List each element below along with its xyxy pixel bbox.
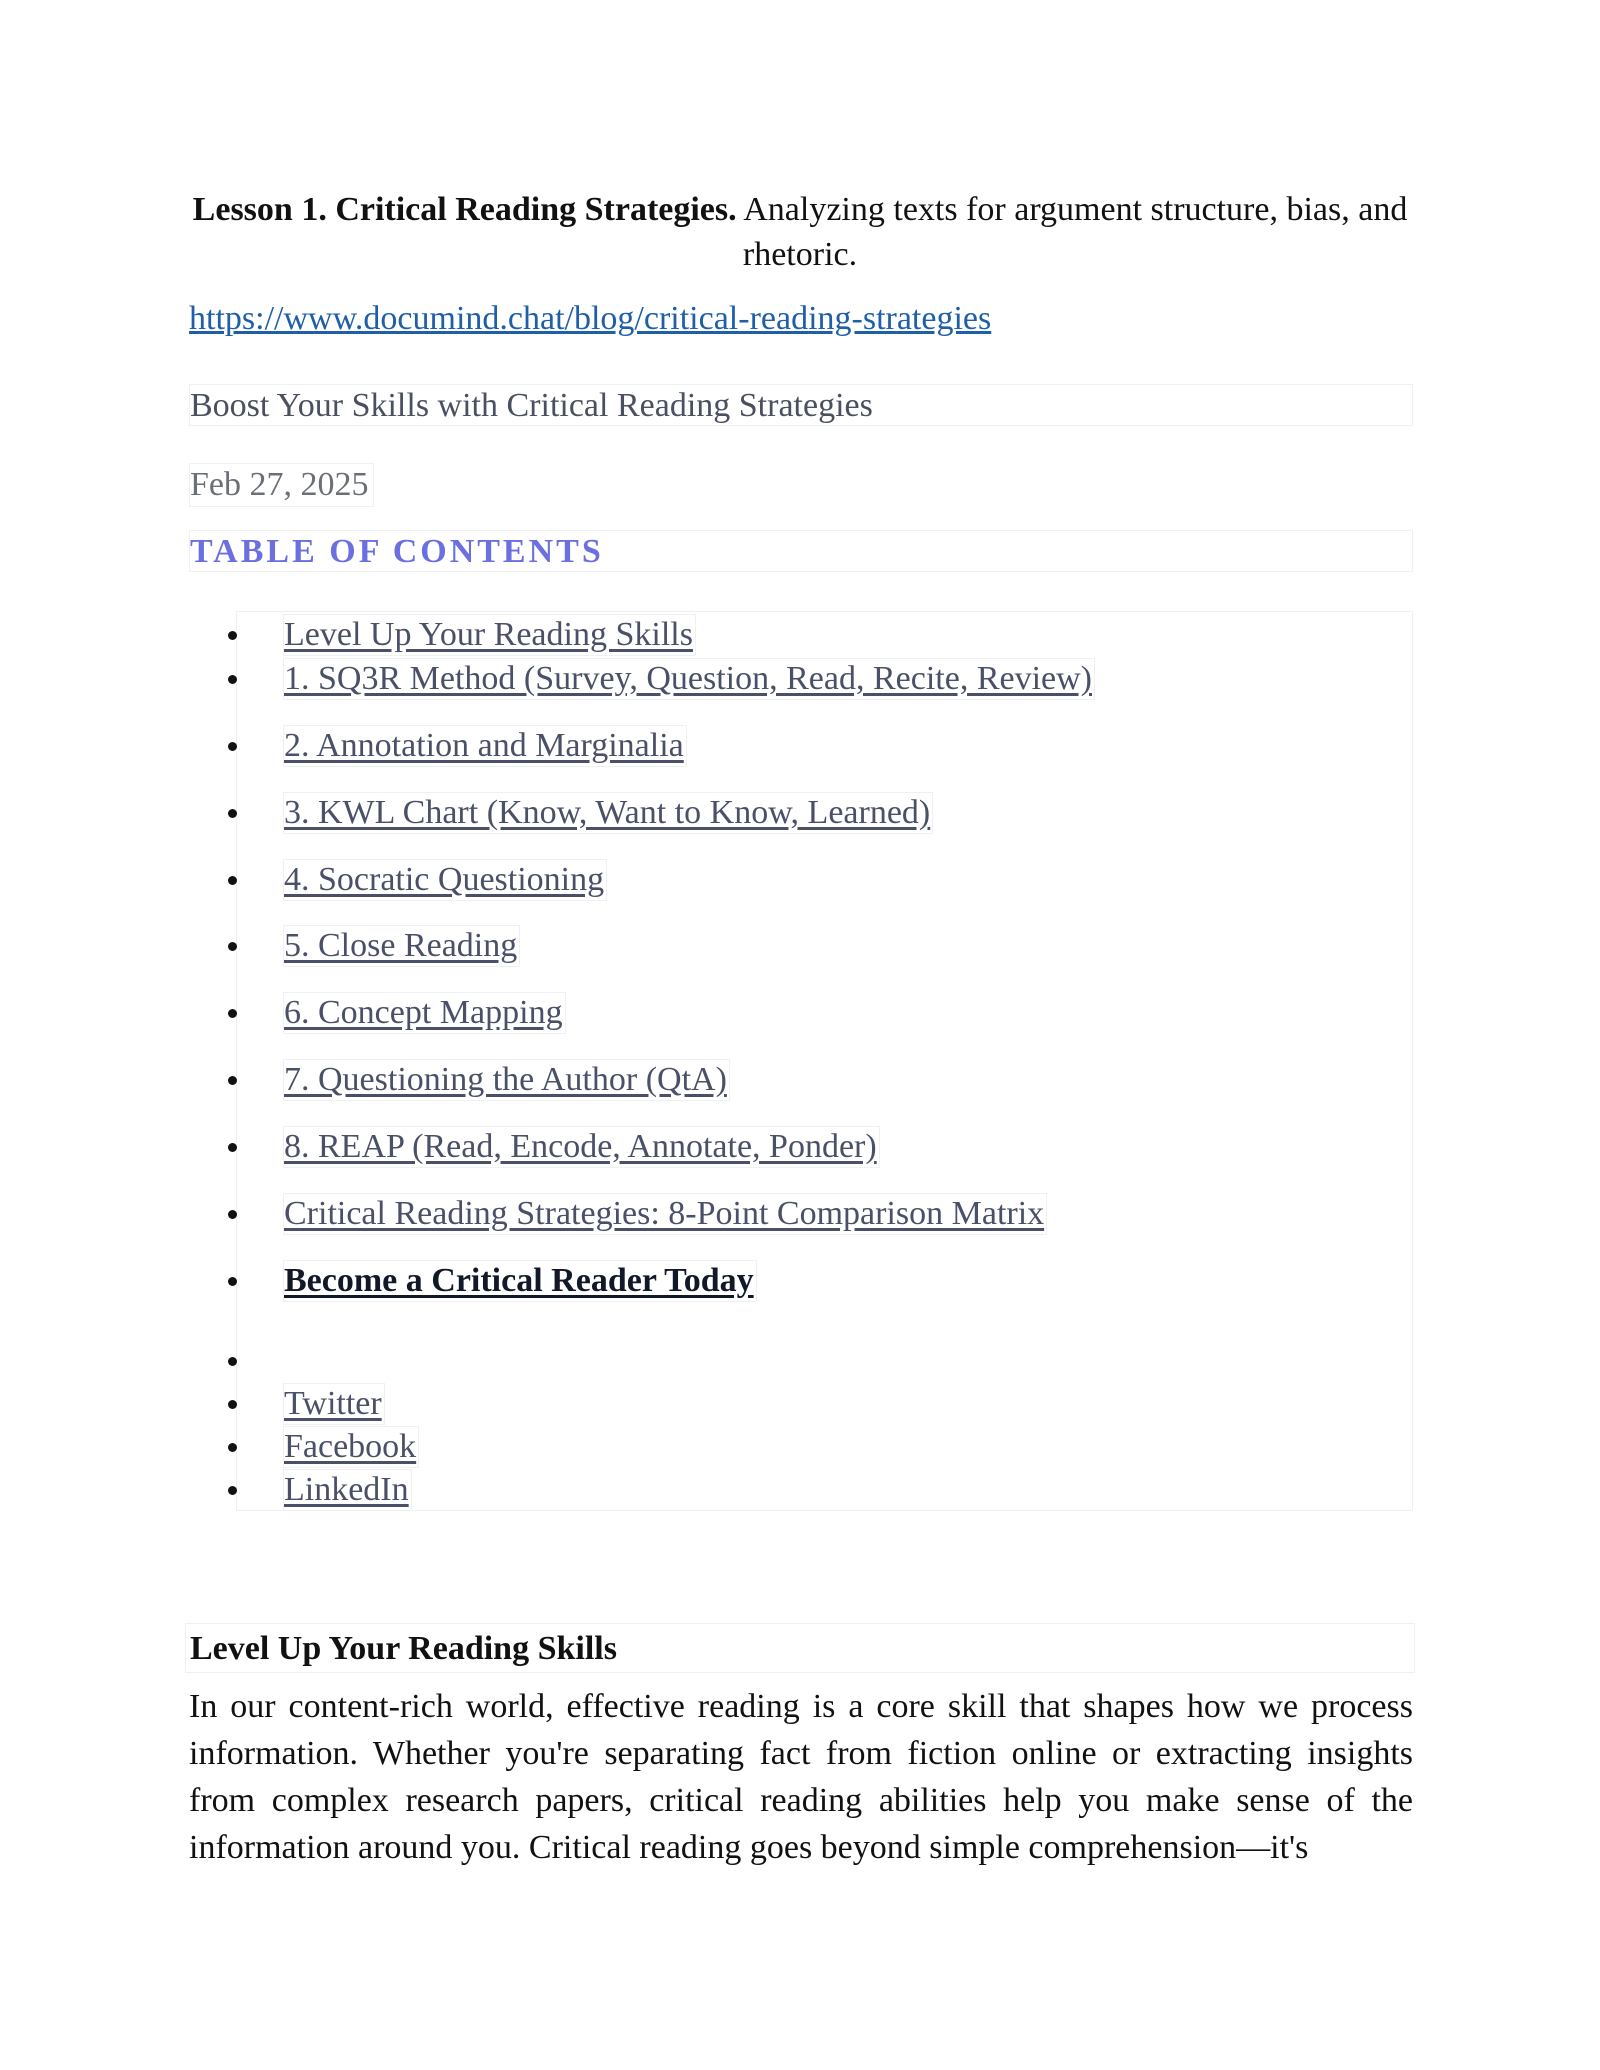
source-url-link[interactable]: https://www.documind.chat/blog/critical-reading-strategies	[189, 300, 992, 337]
section-heading: Level Up Your Reading Skills	[185, 1623, 1415, 1673]
toc-link-concept-mapping[interactable]: 6. Concept Mapping	[283, 992, 566, 1034]
bullet-icon	[228, 631, 237, 640]
share-facebook-link[interactable]: Facebook	[283, 1426, 419, 1468]
toc-link-socratic[interactable]: 4. Socratic Questioning	[283, 859, 607, 901]
toc-link-reap[interactable]: 8. REAP (Read, Encode, Annotate, Ponder)	[283, 1126, 880, 1168]
section-paragraph: In our content-rich world, effective reading is a core skill that shapes how we process information. Whether you're separating fact from fiction online or extracting insights from complex research papers, critical reading abilities help you make sense of the information around you. Critical reading goes beyond simple comprehension—it's	[189, 1688, 1413, 1866]
bullet-icon	[228, 1009, 237, 1018]
bullet-icon	[228, 1443, 237, 1452]
bullet-icon	[228, 742, 237, 751]
share-linkedin-link[interactable]: LinkedIn	[283, 1469, 412, 1511]
lesson-title-bold: Lesson 1. Critical Reading Strategies.	[192, 191, 737, 228]
article-subtitle: Boost Your Skills with Critical Reading Strategies	[189, 384, 1413, 426]
toc-link-kwl[interactable]: 3. KWL Chart (Know, Want to Know, Learned)	[283, 792, 933, 834]
toc-link-sq3r[interactable]: 1. SQ3R Method (Survey, Question, Read, Recite, Review)	[283, 658, 1095, 700]
bullet-icon	[228, 809, 237, 818]
toc-link-level-up[interactable]: Level Up Your Reading Skills	[283, 614, 696, 656]
bullet-icon	[228, 1486, 237, 1495]
lesson-title-description: Analyzing texts for argument structure, bias, and rhetoric.	[736, 191, 1408, 273]
toc-link-annotation[interactable]: 2. Annotation and Marginalia	[283, 725, 687, 767]
toc-link-close-reading[interactable]: 5. Close Reading	[283, 925, 520, 967]
article-date: Feb 27, 2025	[189, 463, 374, 507]
bullet-icon	[228, 876, 237, 885]
bullet-icon	[228, 1357, 237, 1366]
lesson-title	[190, 187, 1410, 277]
bullet-icon	[228, 675, 237, 684]
bullet-icon	[228, 942, 237, 951]
bullet-icon	[228, 1277, 237, 1286]
toc-link-comparison-matrix[interactable]: Critical Reading Strategies: 8-Point Comparison Matrix	[283, 1193, 1047, 1235]
toc-heading: TABLE OF CONTENTS	[189, 530, 1413, 572]
bullet-icon	[228, 1143, 237, 1152]
bullet-icon	[228, 1076, 237, 1085]
toc-link-become-critical-reader[interactable]: Become a Critical Reader Today	[283, 1260, 757, 1302]
toc-link-qta[interactable]: 7. Questioning the Author (QtA)	[283, 1059, 730, 1101]
bullet-icon	[228, 1210, 237, 1219]
table-of-contents	[236, 611, 1413, 1511]
bullet-icon	[228, 1400, 237, 1409]
share-twitter-link[interactable]: Twitter	[283, 1383, 385, 1425]
